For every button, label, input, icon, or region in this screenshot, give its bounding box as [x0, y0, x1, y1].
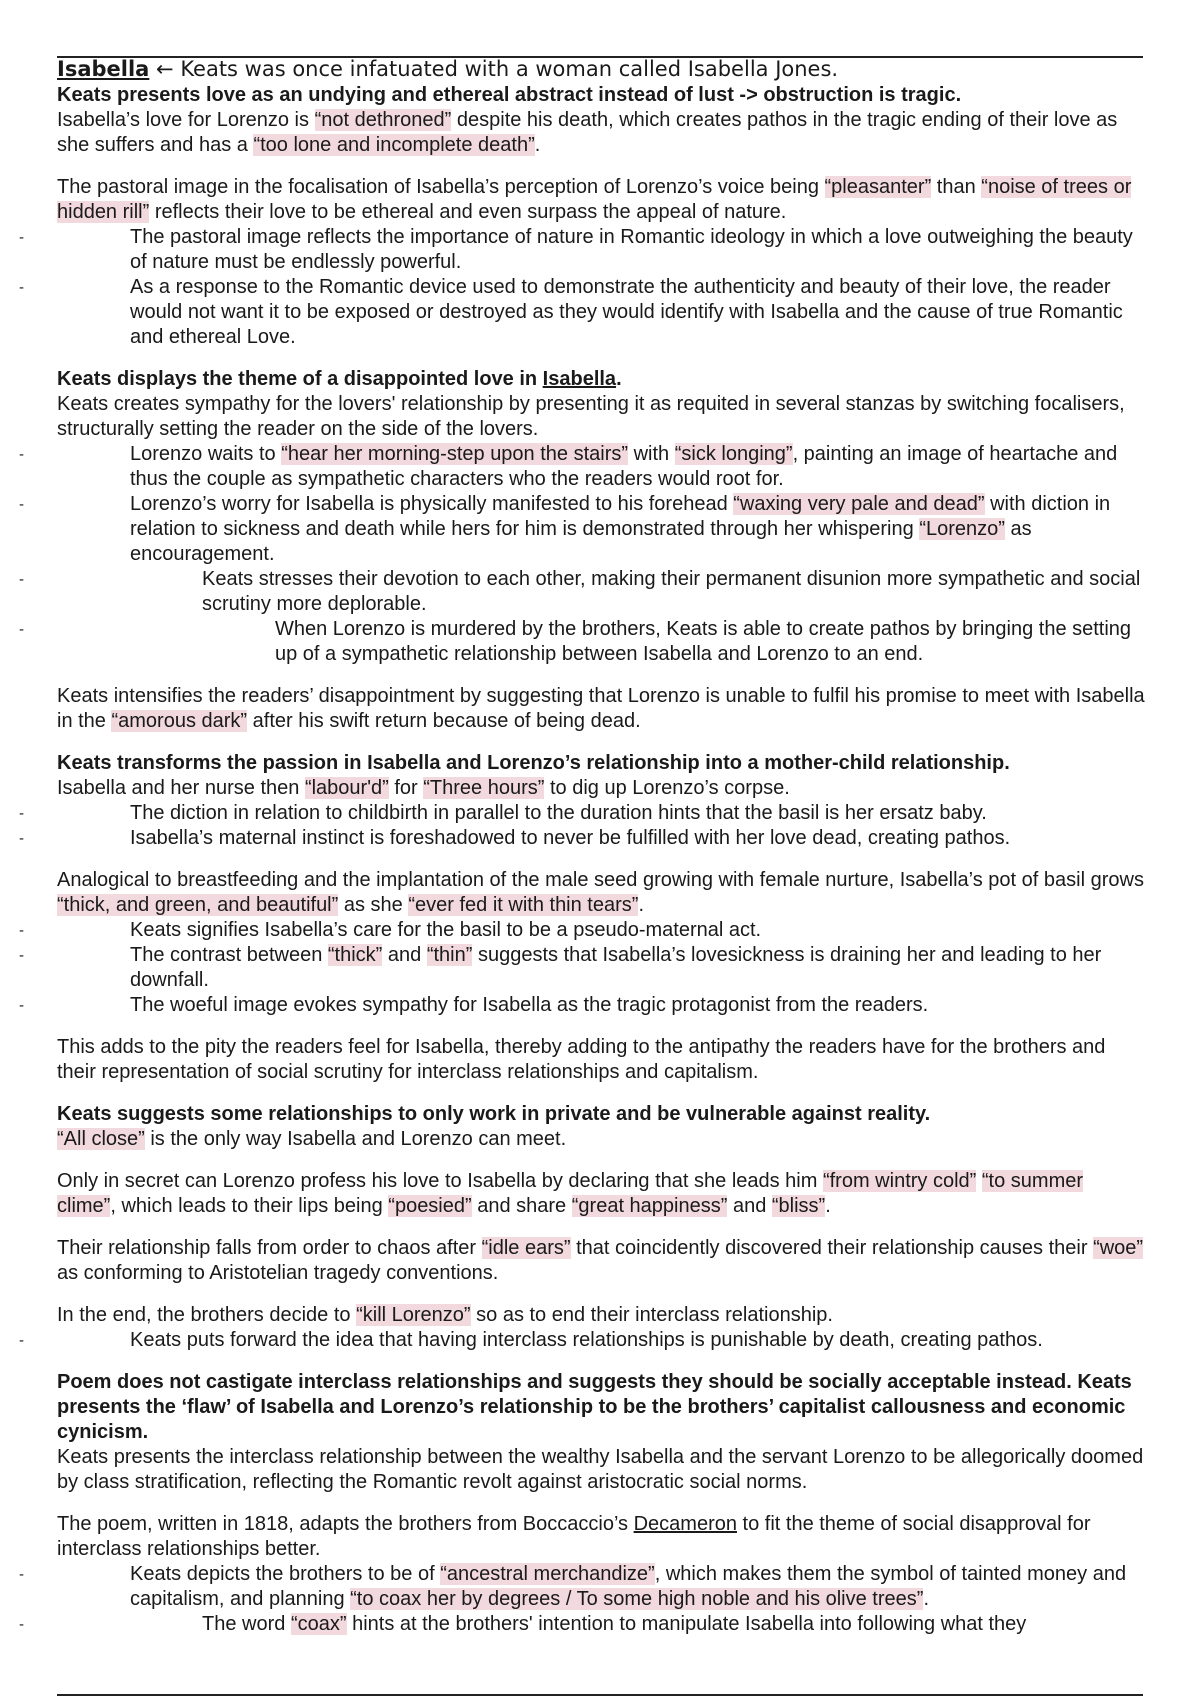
quote-highlight: “ancestral merchandize”	[440, 1563, 655, 1585]
paragraph: Isabella’s love for Lorenzo is “not dethroned” despite his death, which creates pathos in the tragic ending of their love as she suffers and has a “too lone and incomplete death”.	[57, 109, 1118, 156]
paragraph: Keats creates sympathy for the lovers' relationship by presenting it as requited in several stanzas by switching focalisers, structurally setting the reader on the side of the lovers.	[57, 393, 1125, 440]
paragraph: Isabella and her nurse then “labour'd” for “Three hours” to dig up Lorenzo’s corpse.	[57, 777, 790, 799]
bullet-item: - The contrast between “thick” and “thin” suggests that Isabella’s lovesickness is draining her and leading to her downfall.	[57, 943, 1147, 993]
quote-highlight: “thick”	[327, 944, 383, 966]
bullet-item: - Keats signifies Isabella’s care for the basil to be a pseudo-maternal act.	[57, 918, 1147, 943]
work-title-reference: Decameron	[633, 1513, 737, 1535]
quote-highlight: “idle ears”	[481, 1237, 571, 1259]
paragraph: Analogical to breastfeeding and the implantation of the male seed growing with female nurture, Isabella’s pot of basil grows “thick, and green, and beautiful” as she “ever fed it with thin tears”.	[57, 869, 1144, 916]
title-note: Keats was once infatuated with a woman called Isabella Jones.	[180, 57, 839, 81]
sub-bullet-item: - Keats stresses their devotion to each other, making their permanent disunion more sympathetic and social scrutiny more deplorable.	[57, 567, 1147, 617]
paragraph: The pastoral image in the focalisation of Isabella’s perception of Lorenzo’s voice being “pleasanter” than “noise of trees or hidden rill” reflects their love to be ethereal and even surpass the appeal of nature.	[57, 176, 1132, 223]
paragraph: Keats intensifies the readers’ disappointment by suggesting that Lorenzo is unable to fulfil his promise to meet with Isabella in the “amorous dark” after his swift return because of being dead.	[57, 685, 1145, 732]
poem-title: Isabella	[57, 57, 150, 81]
paragraph: This adds to the pity the readers feel for Isabella, thereby adding to the antipathy the readers have for the brothers and their representation of social scrutiny for interclass relationships and capitalism.	[57, 1036, 1106, 1083]
bullet-item: - Isabella’s maternal instinct is foreshadowed to never be fulfilled with her love dead, creating pathos.	[57, 826, 1147, 851]
quote-highlight: “to summer clime”	[57, 1170, 1084, 1217]
paragraph: The poem, written in 1818, adapts the brothers from Boccaccio’s Decameron to fit the theme of social disapproval for interclass relationships better.	[57, 1513, 1091, 1560]
quote-highlight: “poesied”	[388, 1195, 472, 1217]
quote-highlight: “woe”	[1093, 1237, 1144, 1259]
poem-title-reference: Isabella	[542, 368, 617, 390]
sub-sub-bullet-item: - When Lorenzo is murdered by the brothers, Keats is able to create pathos by bringing the setting up of a sympathetic relationship between Isabella and Lorenzo to an end.	[57, 617, 1147, 667]
bullet-item: - Lorenzo’s worry for Isabella is physically manifested to his forehead “waxing very pale and dead” with diction in relation to sickness and death while hers for him is demonstrated through her whispering “Lorenzo” as encouragement.	[57, 492, 1147, 567]
bottom-rule	[57, 1694, 1143, 1696]
quote-highlight: “coax”	[290, 1613, 347, 1635]
bullet-item: - The diction in relation to childbirth in parallel to the duration hints that the basil is her ersatz baby.	[57, 801, 1147, 826]
quote-highlight: “labour'd”	[304, 777, 389, 799]
quote-highlight: “noise of trees or hidden rill”	[57, 176, 1132, 223]
quote-highlight: “Three hours”	[423, 777, 545, 799]
paragraph: “All close” is the only way Isabella and Lorenzo can meet.	[57, 1128, 567, 1150]
paragraph: Keats presents the interclass relationship between the wealthy Isabella and the servant Lorenzo to be allegorically doomed by class stratification, reflecting the Romantic revolt against aristocratic social norms.	[57, 1446, 1144, 1493]
quote-highlight: “from wintry cold”	[822, 1170, 977, 1192]
quote-highlight: “amorous dark”	[111, 710, 248, 732]
quote-highlight: “All close”	[57, 1128, 145, 1150]
quote-highlight: “great happiness”	[571, 1195, 728, 1217]
quote-highlight: “to coax her by degrees / To some high noble and his olive trees”	[350, 1588, 924, 1610]
document-title-line	[57, 56, 1147, 83]
section-heading-mother-child: Keats transforms the passion in Isabella and Lorenzo’s relationship into a mother-child relationship.	[57, 752, 1010, 774]
quote-highlight: “bliss”	[771, 1195, 826, 1217]
paragraph: In the end, the brothers decide to “kill Lorenzo” so as to end their interclass relationship.	[57, 1304, 833, 1326]
bullet-item: - The woeful image evokes sympathy for Isabella as the tragic protagonist from the readers.	[57, 993, 1147, 1018]
quote-highlight: “kill Lorenzo”	[356, 1304, 471, 1326]
bullet-item: - Keats puts forward the idea that having interclass relationships is punishable by death, creating pathos.	[57, 1328, 1147, 1353]
quote-highlight: “not dethroned”	[314, 109, 452, 131]
bullet-item: - As a response to the Romantic device used to demonstrate the authenticity and beauty of their love, the reader would not want it to be exposed or destroyed as they would identify with Isabella and the cause of true Romantic and ethereal Love.	[57, 275, 1147, 350]
quote-highlight: “Lorenzo”	[919, 518, 1005, 540]
quote-highlight: “thick, and green, and beautiful”	[57, 894, 339, 916]
quote-highlight: “thin”	[426, 944, 473, 966]
section-heading-interclass: Poem does not castigate interclass relationships and suggests they should be socially acceptable instead. Keats presents the ‘flaw’ of Isabella and Lorenzo’s relationship to be the brothers’ capitalist callousness and economic cynicism.	[57, 1371, 1132, 1443]
quote-highlight: “pleasanter”	[824, 176, 932, 198]
quote-highlight: “ever fed it with thin tears”	[408, 894, 639, 916]
section-heading-private-relationships: Keats suggests some relationships to only work in private and be vulnerable against reality.	[57, 1103, 931, 1125]
section-heading-disappointed-love: Keats displays the theme of a disappointed love in Isabella.	[57, 368, 622, 390]
paragraph: Only in secret can Lorenzo profess his love to Isabella by declaring that she leads him “from wintry cold” “to summer clime”, which leads to their lips being “poesied” and share “great happiness” and “bliss”.	[57, 1170, 1084, 1217]
sub-bullet-item: - The word “coax” hints at the brothers' intention to manipulate Isabella into following what they	[57, 1612, 1147, 1637]
section-heading-ethereal-love: Keats presents love as an undying and ethereal abstract instead of lust -> obstruction is tragic.	[57, 84, 962, 106]
bullet-item: - The pastoral image reflects the importance of nature in Romantic ideology in which a love outweighing the beauty of nature must be endlessly powerful.	[57, 225, 1147, 275]
quote-highlight: “waxing very pale and dead”	[733, 493, 985, 515]
left-arrow-icon: ←	[156, 57, 174, 81]
quote-highlight: “hear her morning-step upon the stairs”	[281, 443, 629, 465]
bullet-item: - Lorenzo waits to “hear her morning-step upon the stairs” with “sick longing”, painting an image of heartache and thus the couple as sympathetic characters who the readers would root for.	[57, 442, 1147, 492]
paragraph: Their relationship falls from order to chaos after “idle ears” that coincidently discovered their relationship causes their “woe” as conforming to Aristotelian tragedy conventions.	[57, 1237, 1144, 1284]
bullet-item: - Keats depicts the brothers to be of “ancestral merchandize”, which makes them the symbol of tainted money and capitalism, and planning “to coax her by degrees / To some high noble and his olive trees”.	[57, 1562, 1147, 1612]
quote-highlight: “sick longing”	[674, 443, 793, 465]
document-body	[57, 56, 1147, 1637]
quote-highlight: “too lone and incomplete death”	[253, 134, 535, 156]
